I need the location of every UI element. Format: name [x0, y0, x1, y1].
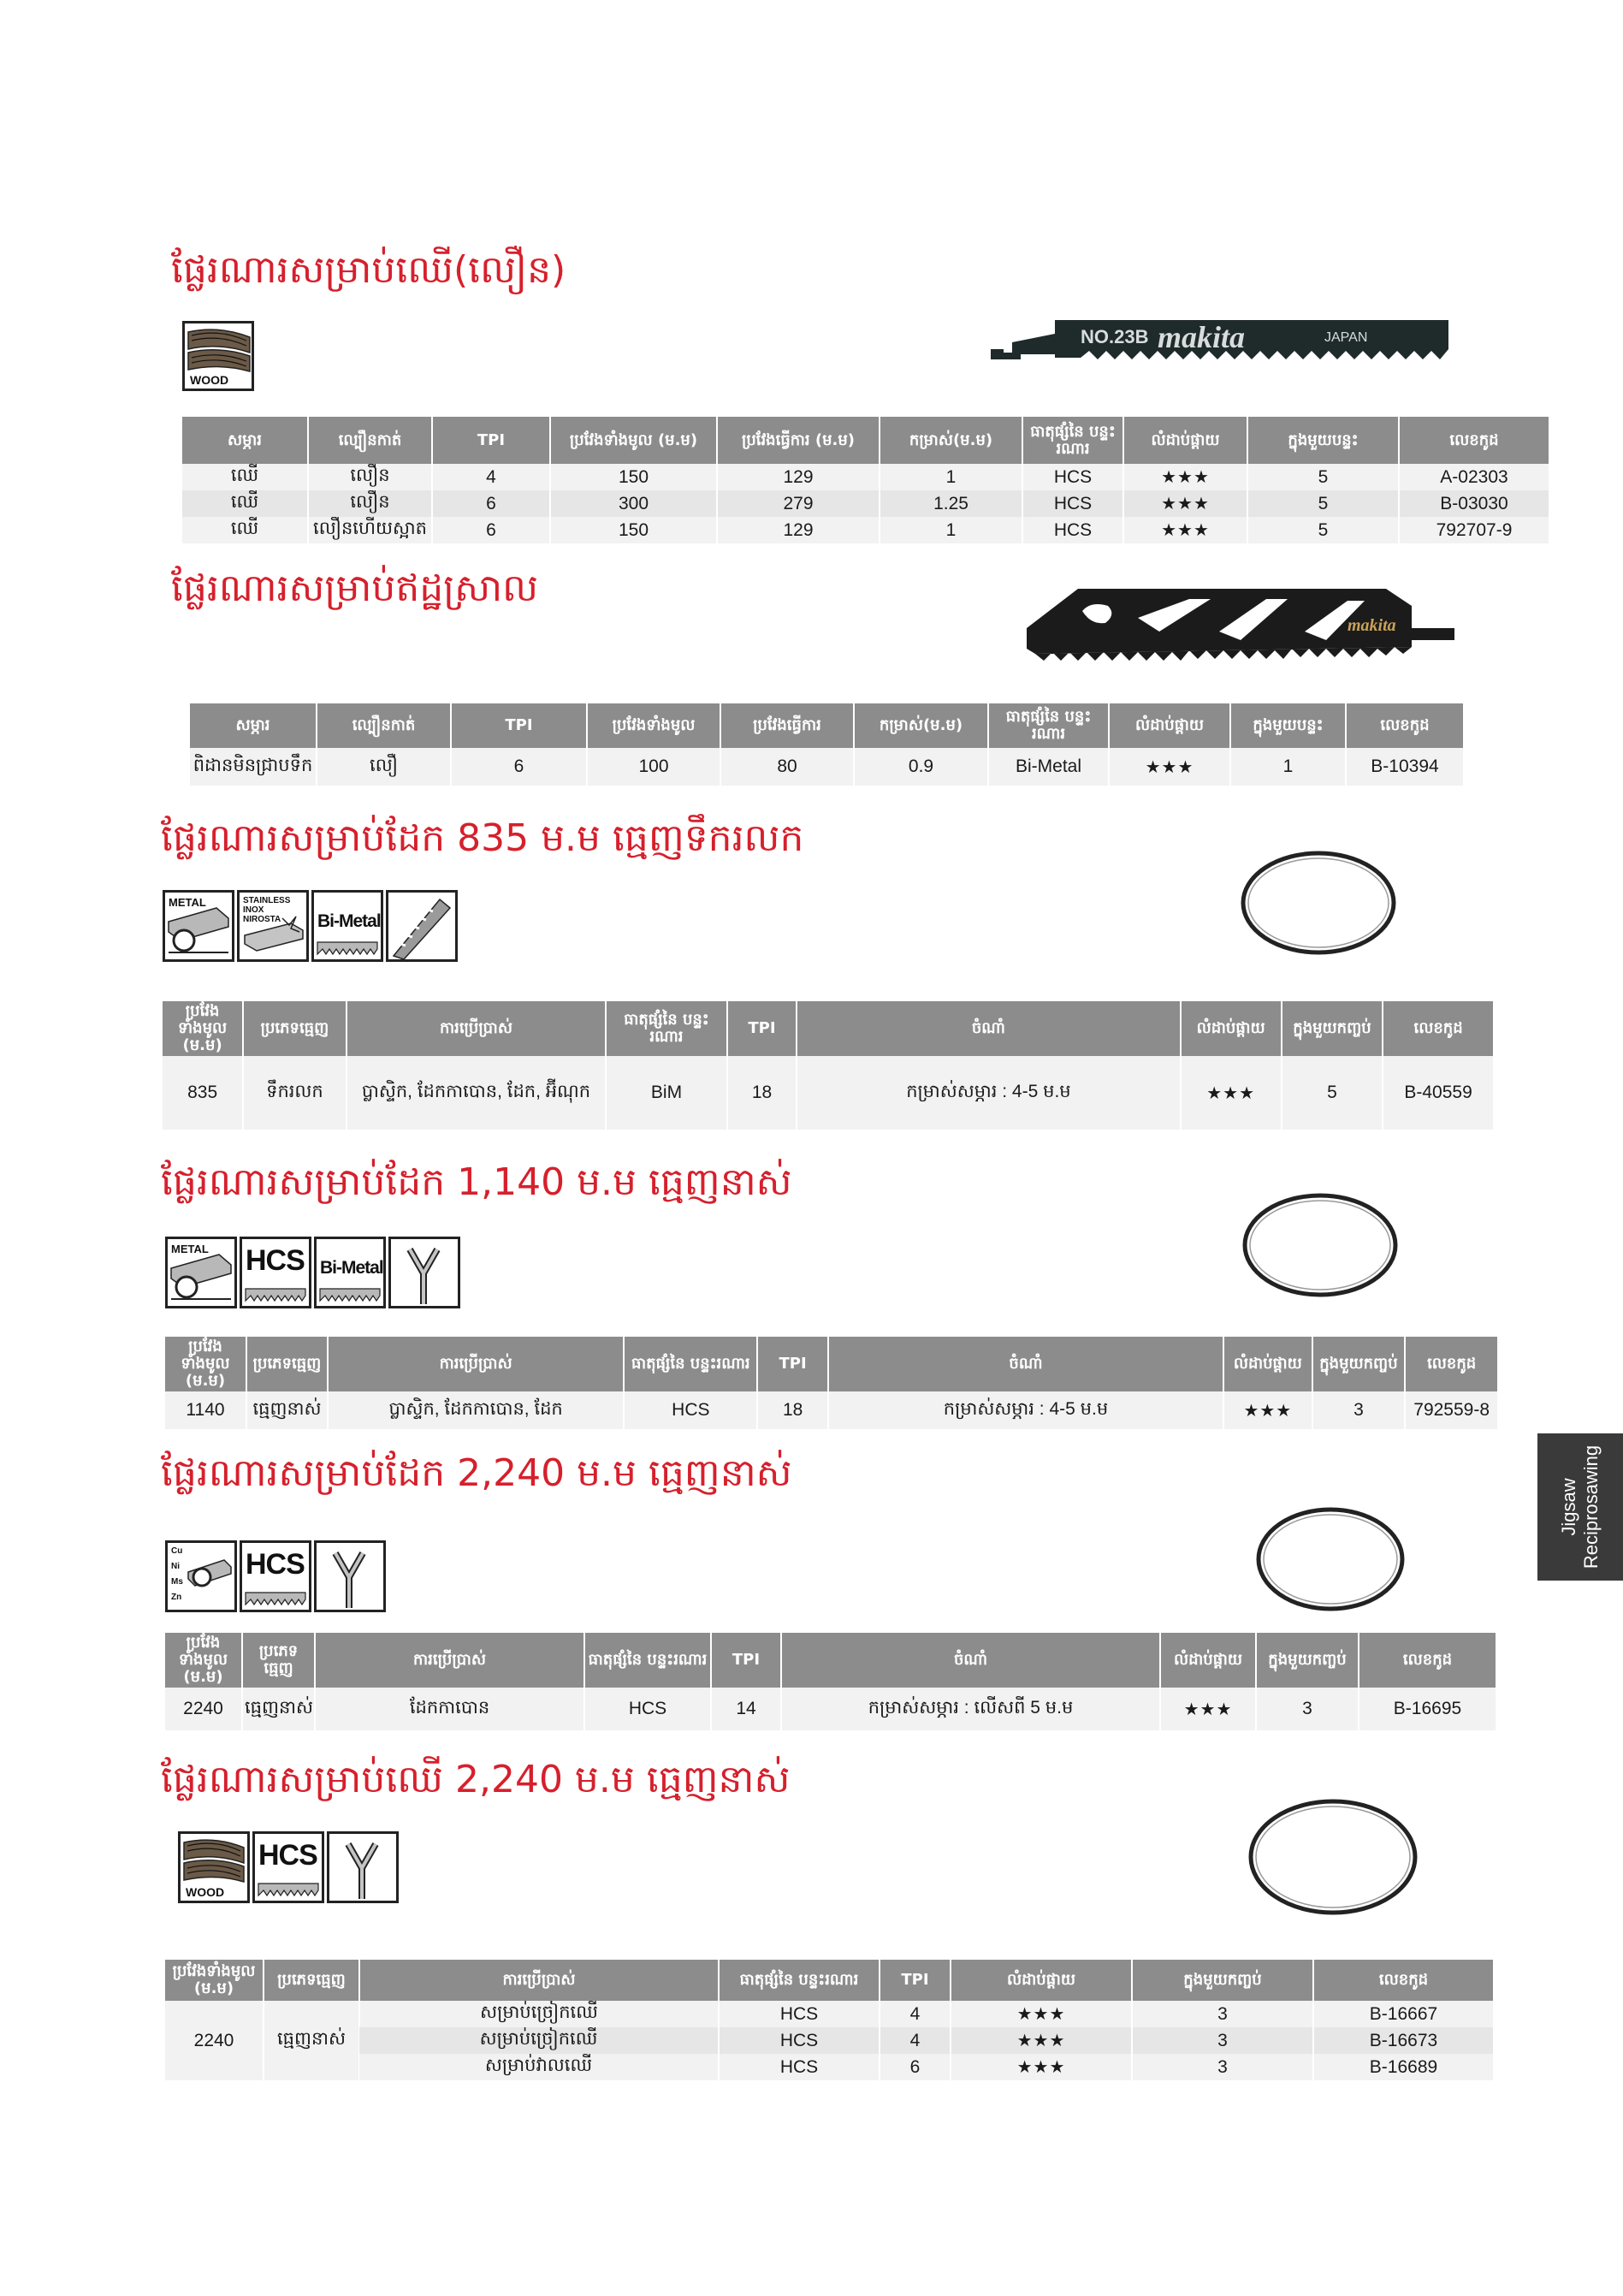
rating-stars: ★★★ — [1123, 490, 1247, 517]
section-title: ផ្លែរណារសម្រាប់ដែក 835 ម.ម ធ្មេញទឹករលក — [161, 816, 804, 860]
header-tooth-type: ប្រភេទធ្មេញ — [243, 1001, 346, 1056]
header-tpi: TPI — [451, 703, 587, 748]
header-per-pack: ក្នុងមួយកញ្ចប់ — [1282, 1001, 1383, 1056]
product-code: 792559-8 — [1405, 1391, 1497, 1429]
header-note: ចំណាំ — [797, 1001, 1180, 1056]
rating-stars: ★★★ — [1160, 1688, 1256, 1730]
header-rating: លំដាប់ផ្តាយ — [1109, 703, 1230, 748]
side-tab-jigsaw-reciprosawing[interactable] — [1537, 1433, 1623, 1581]
set-teeth-icon — [327, 1831, 399, 1903]
header-note: ចំណាំ — [781, 1633, 1160, 1688]
header-thickness: កម្រាស់(ម.ម) — [854, 703, 988, 748]
header-total-length: ប្រវែងទាំងមូល (ម.ម) — [550, 417, 717, 464]
header-blade-material: ធាតុផ្សំនៃ បន្ទះរណារ — [584, 1633, 711, 1688]
section-wood-fast — [0, 0, 1623, 548]
header-thickness: កម្រាស់(ម.ម) — [880, 417, 1022, 464]
header-rating: លំដាប់ផ្តាយ — [1223, 1337, 1312, 1391]
header-tpi: TPI — [711, 1633, 781, 1688]
header-per-pack: ក្នុងមួយកញ្ចប់ — [1132, 1960, 1313, 2001]
header-rating: លំដាប់ផ្តាយ — [1181, 1001, 1282, 1056]
product-code: B-40559 — [1383, 1056, 1493, 1130]
bimetal-icon-label: Bi-Metal — [320, 1258, 383, 1278]
spec-table — [163, 1001, 1493, 1130]
rating-stars: ★★★ — [1223, 1391, 1312, 1429]
material-icons — [178, 1831, 399, 1903]
header-rating: លំដាប់ផ្តាយ — [951, 1960, 1132, 2001]
section-title: ផ្លែរណារសម្រាប់ឥដ្ឋស្រាល — [171, 567, 539, 610]
table-row: 1140 ធ្មេញនាស់ ប្លាស្ទិក, ដែកកាបោន, ដែក HCS 18 កម្រាស់សម្ភារ : 4-5 ម.ម ★★★ 3 792559-8 — [165, 1391, 1497, 1429]
band-saw-blade-image — [1245, 1793, 1459, 1921]
table-row: សម្រាប់ច្រៀកឈើ HCS 4 ★★★ 3 B-16673 — [165, 2027, 1493, 2054]
header-speed: ល្បឿនកាត់ — [317, 703, 451, 748]
hcs-icon — [240, 1237, 311, 1308]
hcs-icon-label: HCS — [258, 1839, 317, 1872]
hcs-icon — [240, 1540, 311, 1612]
header-per-pack: ក្នុងមួយកញ្ចប់ — [1312, 1337, 1406, 1391]
product-code: B-16673 — [1313, 2027, 1493, 2054]
inox-icon-label: INOX — [243, 905, 264, 915]
band-saw-blade-image — [1232, 1190, 1446, 1301]
header-usage: ការប្រើប្រាស់ — [315, 1633, 584, 1688]
header-blade-material: ធាតុផ្សំនៃ បន្ទះរណារ — [1022, 417, 1123, 464]
header-total-length: ប្រវែងទាំងមូល (ម.ម) — [165, 1960, 264, 2001]
header-blade-material: ធាតុផ្សំនៃ បន្ទះរណារ — [988, 703, 1109, 748]
wood-icon-label: WOOD — [186, 1885, 225, 1899]
header-material: សម្ភារ — [190, 703, 317, 748]
copper-icon-label: Cu — [171, 1546, 183, 1556]
bimetal-icon-label: Bi-Metal — [317, 911, 381, 931]
blade-code: NO.23B — [1081, 326, 1149, 347]
section-title: ផ្លែរណារសម្រាប់ដែក 2,240 ម.ម ធ្មេញនាស់ — [161, 1451, 792, 1495]
stainless-icon-label: STAINLESS — [243, 896, 291, 905]
material-icons — [165, 1237, 460, 1308]
header-working-length: ប្រវែងធ្វើការ (ម.ម) — [717, 417, 880, 464]
band-saw-blade-image — [1230, 847, 1444, 958]
material-icons — [182, 321, 254, 391]
rating-stars: ★★★ — [1123, 464, 1247, 490]
header-total-length: ប្រវែងទាំងមូល (ម.ម) — [165, 1633, 242, 1688]
section-wood-2240 — [0, 1746, 1623, 2122]
wood-icon-label: WOOD — [190, 373, 229, 387]
header-note: ចំណាំ — [828, 1337, 1223, 1391]
material-icons — [163, 890, 458, 962]
wood-icon — [178, 1831, 250, 1903]
side-tab-label: Jigsaw Reciprosawing — [1558, 1445, 1602, 1569]
product-code: 792707-9 — [1399, 517, 1549, 543]
table-row: ឈើ លឿនហើយស្អាត 6 150 129 1 HCS ★★★ 5 792707-9 — [182, 517, 1549, 543]
rating-stars: ★★★ — [951, 2054, 1132, 2080]
table-row: 2240 ធ្មេញនាស់ ដែកកាបោន HCS 14 កម្រាស់សម្ភារ : លើសពី 5 ម.ម ★★★ 3 B-16695 — [165, 1688, 1496, 1730]
spec-table — [165, 1960, 1493, 2080]
reciprocating-blade-image — [986, 315, 1454, 366]
header-speed: ល្បឿនកាត់ — [308, 417, 432, 464]
blade-origin: JAPAN — [1324, 330, 1368, 345]
spec-table — [190, 703, 1463, 786]
hcs-icon — [252, 1831, 324, 1903]
rating-stars: ★★★ — [951, 2027, 1132, 2054]
wavy-teeth-icon — [386, 890, 458, 962]
header-blade-material: ធាតុផ្សំនៃ បន្ទះរណារ — [624, 1337, 757, 1391]
header-tooth-type: ប្រភេទធ្មេញ — [264, 1960, 359, 2001]
header-total-length: ប្រវែងទាំងមូល — [587, 703, 720, 748]
header-usage: ការប្រើប្រាស់ — [347, 1001, 607, 1056]
table-row: 2240 ធ្មេញនាស់ សម្រាប់ច្រៀកឈើ HCS 4 ★★★ 3 B-16667 — [165, 2001, 1493, 2027]
metal-icon-label: METAL — [171, 1243, 209, 1255]
blade-brand-logo: makita — [1158, 320, 1246, 354]
header-tpi: TPI — [432, 417, 550, 464]
section-metal-1140 — [0, 1147, 1623, 1438]
stainless-icon — [237, 890, 309, 962]
hcs-icon-label: HCS — [246, 1548, 305, 1581]
section-title: ផ្លែរណារសម្រាប់ឈើ 2,240 ម.ម ធ្មេញនាស់ — [161, 1758, 791, 1801]
spec-table — [182, 417, 1549, 543]
header-code: លេខកូដ — [1359, 1633, 1496, 1688]
metal-icon-label: METAL — [169, 896, 206, 909]
header-working-length: ប្រវែងធ្វើការ — [720, 703, 854, 748]
header-usage: ការប្រើប្រាស់ — [359, 1960, 719, 2001]
band-saw-blade-image — [1245, 1504, 1450, 1614]
header-tooth-type: ប្រភេទធ្មេញ — [242, 1633, 315, 1688]
rating-stars: ★★★ — [1123, 517, 1247, 543]
table-row: ឈើ លឿន 4 150 129 1 HCS ★★★ 5 A-02303 — [182, 464, 1549, 490]
header-tooth-type: ប្រភេទធ្មេញ — [246, 1337, 328, 1391]
header-total-length: ប្រវែងទាំងមូល (ម.ម) — [165, 1337, 246, 1391]
tooth-type-cell: ធ្មេញនាស់ — [264, 2001, 359, 2080]
table-row: សម្រាប់វាលឈើ HCS 6 ★★★ 3 B-16689 — [165, 2054, 1493, 2080]
header-per-pack: ក្នុងមួយបន្ទះ — [1230, 703, 1346, 748]
header-code: លេខកូដ — [1346, 703, 1463, 748]
nirosta-icon-label: NIROSTA — [243, 915, 281, 924]
section-metal-2240 — [0, 1438, 1623, 1746]
product-code: B-16689 — [1313, 2054, 1493, 2080]
table-row: ឈើ លឿន 6 300 279 1.25 HCS ★★★ 5 B-03030 — [182, 490, 1549, 517]
rating-stars: ★★★ — [1109, 748, 1230, 786]
header-blade-material: ធាតុផ្សំនៃ បន្ទះរណារ — [719, 1960, 880, 2001]
spec-table — [165, 1337, 1497, 1429]
metal-icon — [165, 1237, 237, 1308]
section-metal-835-wavy — [0, 804, 1623, 1147]
rating-stars: ★★★ — [1181, 1056, 1282, 1130]
section-light-brick — [0, 548, 1623, 804]
header-code: លេខកូដ — [1313, 1960, 1493, 2001]
set-teeth-icon — [314, 1540, 386, 1612]
brass-icon-label: Ms — [171, 1577, 183, 1587]
blade-brand-logo: makita — [1348, 616, 1396, 635]
nickel-icon-label: Ni — [171, 1562, 180, 1571]
header-total-length: ប្រវែងទាំងមូល (ម.ម) — [163, 1001, 243, 1056]
header-code: លេខកូដ — [1405, 1337, 1497, 1391]
section-title: ផ្លែរណារសម្រាប់ដែក 1,140 ម.ម ធ្មេញនាស់ — [161, 1160, 792, 1204]
brick-blade-image — [1010, 580, 1454, 662]
header-blade-material: ធាតុផ្សំនៃ បន្ទះរណារ — [606, 1001, 726, 1056]
product-code: B-16667 — [1313, 2001, 1493, 2027]
product-code: B-03030 — [1399, 490, 1549, 517]
hcs-icon-label: HCS — [246, 1244, 305, 1277]
product-code: A-02303 — [1399, 464, 1549, 490]
length-cell: 2240 — [165, 2001, 264, 2080]
product-code: B-10394 — [1346, 748, 1463, 786]
zinc-icon-label: Zn — [171, 1593, 182, 1602]
header-tpi: TPI — [727, 1001, 797, 1056]
header-tpi: TPI — [757, 1337, 827, 1391]
bimetal-icon — [311, 890, 383, 962]
non-ferrous-icon — [165, 1540, 237, 1612]
rating-stars: ★★★ — [951, 2001, 1132, 2027]
wood-icon — [182, 321, 254, 391]
material-icons — [165, 1540, 386, 1612]
table-row: 835 ទឹករលក ប្លាស្ទិក, ដែកកាបោន, ដែក, អ៊ីណុក BiM 18 កម្រាស់សម្ភារ : 4-5 ម.ម ★★★ 5 B-40559 — [163, 1056, 1493, 1130]
header-material: សម្ភារ — [182, 417, 308, 464]
header-tpi: TPI — [880, 1960, 951, 2001]
header-per-pack: ក្នុងមួយបន្ទះ — [1247, 417, 1399, 464]
table-row: ពិដានមិនជ្រាបទឹក លឿ 6 100 80 0.9 Bi-Metal ★★★ 1 B-10394 — [190, 748, 1463, 786]
header-rating: លំដាប់ផ្តាយ — [1123, 417, 1247, 464]
header-usage: ការប្រើប្រាស់ — [328, 1337, 624, 1391]
bimetal-icon — [314, 1237, 386, 1308]
header-rating: លំដាប់ផ្តាយ — [1160, 1633, 1256, 1688]
set-teeth-icon — [388, 1237, 460, 1308]
metal-icon — [163, 890, 234, 962]
header-code: លេខកូដ — [1399, 417, 1549, 464]
header-code: លេខកូដ — [1383, 1001, 1493, 1056]
product-code: B-16695 — [1359, 1688, 1496, 1730]
section-title: ផ្លែរណារសម្រាប់ឈើ(លឿន) — [171, 248, 566, 292]
header-per-pack: ក្នុងមួយកញ្ចប់ — [1256, 1633, 1359, 1688]
spec-table — [165, 1633, 1496, 1730]
